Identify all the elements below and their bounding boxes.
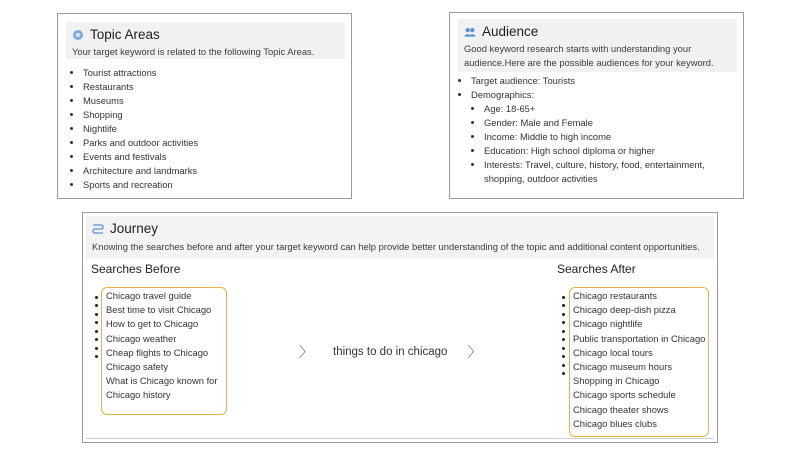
search-after-item: Chicago nightlife [573, 318, 643, 330]
bullet-dot [562, 304, 565, 307]
demographic-item: • Interests: Travel, culture, history, food, entertainment, shopping, outdoor activities [484, 158, 726, 186]
chevron-right-icon: 〉 [299, 344, 313, 360]
topic-area-item: • Sports and recreation [83, 178, 198, 192]
audience-title: Audience [482, 24, 539, 39]
bullet-dot [95, 355, 98, 358]
search-after-item: Chicago sports schedule [573, 389, 676, 401]
search-after-item: Chicago deep-dish pizza [573, 304, 676, 316]
search-before-item: Chicago travel guide [106, 290, 192, 301]
topic-area-item: • Tourist attractions [83, 66, 198, 80]
search-before-item: How to get to Chicago [106, 318, 199, 330]
topic-area-item: • Architecture and landmarks [83, 164, 198, 178]
topic-area-item: • Nightlife [83, 122, 198, 136]
search-after-item: Chicago restaurants [573, 290, 657, 301]
chevron-right-icon: 〉 [467, 344, 482, 360]
bullet-dot [95, 313, 98, 316]
target-audience: • Target audience: Tourists [471, 74, 726, 88]
bullet-dot [562, 296, 565, 299]
searches-after-bullets [562, 290, 565, 381]
searches-before-title: Searches Before [91, 262, 181, 276]
journey-description: Knowing the searches before and after your target keyword can help provide better understanding of the topic and additional content opportunities. [92, 241, 700, 252]
journey-header [86, 216, 714, 259]
topic-areas-header [66, 22, 345, 59]
search-before-item: Cheap flights to Chicago [106, 346, 209, 358]
search-before-item: What is Chicago known for [106, 375, 218, 387]
bullet-dot [562, 321, 565, 324]
bullet-dot [562, 355, 565, 358]
audience-description: Good keyword research starts with understanding your audience.Here are the possible audiences for your keyword. [464, 43, 714, 68]
bullet-dot [95, 296, 98, 299]
topic-area-item: • Museums [83, 94, 198, 108]
demographic-item: • Gender: Male and Female [484, 116, 726, 130]
search-before-item: Best time to visit Chicago [106, 304, 212, 316]
search-after-item: Chicago theater shows [573, 403, 669, 415]
journey-title: Journey [110, 221, 159, 236]
demographics-label: Demographics: [471, 89, 535, 100]
topic-areas-title: Topic Areas [90, 27, 160, 42]
searches-before-list [106, 289, 218, 403]
topic-icon [72, 29, 84, 41]
demographic-item: • Age: 18-65+ [484, 102, 726, 116]
bullet-dot [95, 321, 98, 324]
topic-area-item: • Shopping [83, 108, 198, 122]
topic-area-item: • Parks and outdoor activities [83, 136, 198, 150]
bullet-dot [562, 347, 565, 350]
bullet-dot [95, 330, 98, 333]
bullet-dot [95, 304, 98, 307]
bullet-dot [562, 372, 565, 375]
searches-after-list [573, 289, 705, 431]
bullet-dot [562, 364, 565, 367]
topic-areas-description: Your target keyword is related to the following Topic Areas. [72, 46, 315, 57]
topic-areas-panel [57, 13, 352, 199]
target-keyword: things to do in chicago [333, 346, 448, 358]
audience-list [471, 74, 726, 186]
bullet-dot [562, 330, 565, 333]
topic-area-item: • Restaurants [83, 80, 198, 94]
topic-areas-list [83, 66, 198, 192]
audience-panel [449, 12, 744, 199]
demographic-item: • Income: Middle to high income [484, 130, 726, 144]
topic-area-item: • Events and festivals [83, 150, 198, 164]
search-after-item: Chicago blues clubs [573, 417, 657, 429]
audience-header [458, 19, 737, 72]
bullet-dot [562, 338, 565, 341]
search-before-item: Chicago safety [106, 361, 169, 373]
target-keyword-row [299, 342, 481, 362]
bullet-dot [562, 313, 565, 316]
search-before-item: Chicago weather [106, 332, 177, 344]
bullet-dot [95, 338, 98, 341]
journey-panel [82, 212, 718, 443]
people-icon [464, 26, 476, 38]
journey-divider [86, 438, 714, 439]
search-after-item: Chicago museum hours [573, 361, 673, 373]
bullet-dot [95, 347, 98, 350]
journey-icon [92, 223, 104, 235]
demographic-item: • Education: High school diploma or higher [484, 144, 726, 158]
searches-before-bullets [95, 290, 98, 364]
search-after-item: Public transportation in Chicago [573, 332, 706, 344]
search-after-item: Shopping in Chicago [573, 375, 660, 387]
search-after-item: Chicago local tours [573, 346, 653, 358]
searches-after-title: Searches After [557, 262, 636, 276]
demographics-item [471, 88, 726, 186]
search-before-item: Chicago history [106, 389, 171, 401]
demographics-list [484, 102, 726, 186]
